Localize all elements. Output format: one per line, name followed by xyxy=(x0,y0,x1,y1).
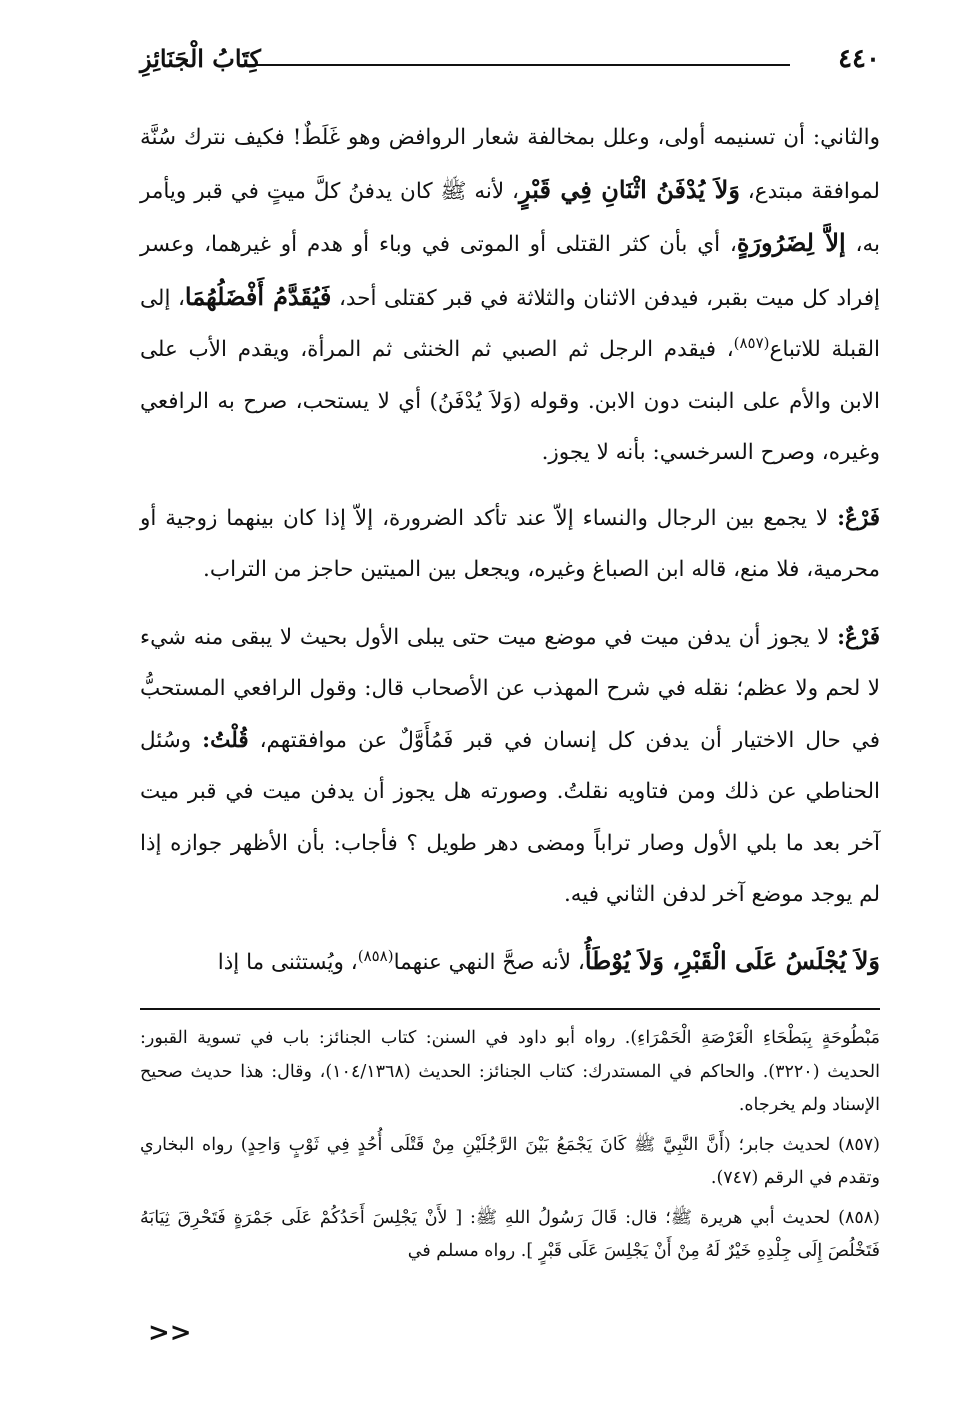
text-run: ، ويُستثنى ما إذا xyxy=(217,949,358,975)
text-run: والثاني: أن تسنيمه أولى، وعلل بمخالفة شعار الروافض وهو غَلَطٌ! فكيف نترك سُنَّة لموافقة مبتدع، xyxy=(140,125,880,204)
footnotes xyxy=(140,1022,880,1269)
footnote-continued: مَبْطُوحَةٍ بِبَطْحَاءِ الْعَرْصَةِ الْحَمْرَاءِ). رواه أبو داود في السنن: كتاب الجنائز: باب في تسوية القبور: الحديث (٣٢٢٠). والحاكم في المستدرك: كتاب الجنائز: الحديث (١٠٤/١٣٦٨)، وقال: هذا حديث صحيح الإسناد ولم يخرجاه. xyxy=(140,1028,880,1115)
header-rule xyxy=(240,64,790,66)
qultu-label: قُلْتُ: xyxy=(202,727,249,753)
page-header xyxy=(140,44,880,88)
paragraph-burial xyxy=(140,112,880,479)
branch-label: فَرْعٌ: xyxy=(837,505,880,531)
footnote-858: (٨٥٨) لحديث أبي هريرة ﷺ؛ قال: قَالَ رَسُولُ اللهِ ﷺ: [ لأَنْ يَجْلِسَ أَحَدُكُمْ عَلَى جَمْرَةٍ فَتَحْرِقَ ثِيَابَهُ فَتَخْلُصَ إِلَى جِلْدِهِ خَيْرٌ لَهُ مِنْ أَنْ يَجْلِسَ عَلَى قَبْرٍ ]. رواه مسلم في xyxy=(140,1207,880,1261)
continue-marker: >> xyxy=(148,1318,192,1348)
paragraph-sitting-on-grave xyxy=(140,935,880,989)
paragraph-branch-1 xyxy=(140,493,880,596)
branch-label: فَرْعٌ: xyxy=(837,624,880,650)
text-run: ، إلى القبلة للاتباع xyxy=(140,285,880,362)
text-run: ، أي بأن كثر القتلى أو الموتى في وباء أو هدم أو غيرهما، وعسر إفراد كل ميت بقبر، فيدفن الاثنان والثلاثة في قبر كقتلى أحد، xyxy=(140,232,880,311)
footnote-ref-858[interactable]: (٨٥٨) xyxy=(357,946,394,965)
text-run: لا يجوز أن يدفن ميت في موضع ميت حتى يبلى الأول بحيث لا يبقى منه شيء لا لحم ولا عظم؛ نقله في شرح المهذب عن الأصحاب قال: وقول الرافعي المستحبُّ في حال الاختيار أن يدفن كل إنسان في قبر فَمُأَوَّلٌ عن موافقتهم، xyxy=(140,624,880,753)
text-run: ، لأنه ﷺ كان يدفنُ كلَّ ميتٍ في قبر ويأمر به، xyxy=(140,178,880,257)
footnote-857: (٨٥٧) لحديث جابر؛ (أَنَّ النَّبِيَّ ﷺ كَانَ يَجْمَعُ بَيْنَ الرَّجُلَيْنِ مِنْ قَتْلَى أُحُدٍ فِي ثَوْبٍ وَاحِدٍ) رواه البخاري وتقدم في الرقم (٧٤٧). xyxy=(140,1134,880,1188)
matn-text: وَلاَ يُدْفَنُ اثْنَانِ فِي قَبْرٍ xyxy=(518,174,740,204)
footnote-divider xyxy=(140,1008,880,1010)
text-run: لا يجمع بين الرجال والنساء إلاّ عند تأكد الضرورة، إلاّ إذا كان بينهما زوجية أو محرمية، فلا منع، قاله ابن الصباغ وغيره، ويجعل بين الميتين حاجز من التراب. xyxy=(140,505,880,582)
matn-text: فَيُقَدَّمُ أَفْضَلُهُمَا xyxy=(184,281,332,311)
main-text xyxy=(140,112,880,988)
paragraph-branch-2 xyxy=(140,612,880,921)
matn-text: وَلاَ يُجْلَسُ عَلَى الْقَبْرِ، وَلاَ يُوْطَأُ xyxy=(584,945,880,975)
page-number: ٤٤٠ xyxy=(838,44,880,74)
matn-text: إلاَّ لِضَرُورَةٍ xyxy=(736,228,846,257)
running-title: كِتَابُ الْجَنَائِزِ xyxy=(140,44,261,73)
text-run: ، لأنه صحَّ النهي عنهما xyxy=(393,949,585,975)
text-run: ، فيقدم الرجل ثم الصبي ثم الخنثى ثم المرأة، ويقدم الأب على الابن والأم على البنت دون الابن. وقوله (وَلاَ يُدْفَنُ) أي لا يستحب، صرح به الرافعي وغيره، وصرح السرخسي: بأنه لا يجوز. xyxy=(140,337,880,465)
footnote-ref-857[interactable]: (٨٥٧) xyxy=(733,333,770,352)
text-run: وسُئل الحناطي عن ذلك ومن فتاويه نقلتُ. وصورته هل يجوز أن يدفن ميت في قبر ميت آخر بعد ما بلي الأول وصار تراباً ومضى دهر طويل ؟ فأجاب: بأن الأظهر جوازه إذا لم يوجد موضع آخر لدفن الثاني فيه. xyxy=(140,727,880,907)
